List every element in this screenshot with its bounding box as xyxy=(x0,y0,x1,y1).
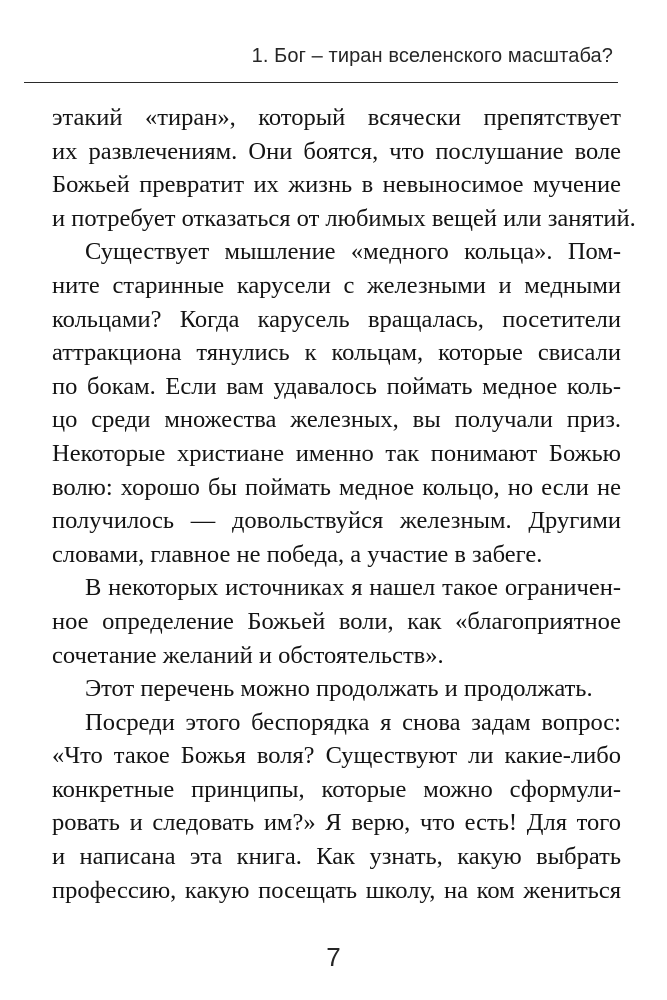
text-line: кольцами? Когда карусель вращалась, посетители xyxy=(52,305,621,333)
body-text xyxy=(52,101,636,907)
text-line: Посреди этого беспорядка я снова задам вопрос: xyxy=(85,708,621,736)
text-line: получилось — довольствуйся железным. Другими xyxy=(52,507,621,535)
text-line: и написана эта книга. Как узнать, какую выбрать xyxy=(52,843,621,871)
page-number: 7 xyxy=(326,942,341,972)
text-line: Этот перечень можно продолжать и продолжать. xyxy=(85,675,593,703)
text-line: этакий «тиран», который всячески препятствует xyxy=(52,104,621,131)
text-line: аттракциона тянулись к кольцам, которые свисали xyxy=(52,339,621,367)
text-line: «Что такое Божья воля? Существуют ли какие-либо xyxy=(52,742,621,770)
text-line: волю: хорошо бы поймать медное кольцо, но если не xyxy=(52,473,621,501)
text-line: по бокам. Если вам удавалось поймать медное коль- xyxy=(52,372,621,400)
text-line: профессию, какую посещать школу, на ком жениться xyxy=(52,876,621,904)
running-head: 1. Бог – тиран вселенского масштаба? xyxy=(251,45,613,67)
text-line: цо среди множества железных, вы получали приз. xyxy=(52,406,621,434)
text-line: ровать и следовать им?» Я верю, что есть! Для того xyxy=(52,809,621,837)
text-line: сочетание желаний и обстоятельств». xyxy=(52,641,444,669)
text-line: В некоторых источниках я нашел такое ограничен- xyxy=(85,574,621,602)
text-line: словами, главное не победа, а участие в забеге. xyxy=(52,540,543,568)
text-line: Божьей превратит их жизнь в невыносимое мучение xyxy=(52,171,621,199)
text-line: Некоторые христиане именно так понимают Божью xyxy=(52,439,621,467)
text-line: и потребует отказаться от любимых вещей или занятий. xyxy=(52,204,636,232)
text-line: их развлечениям. Они боятся, что послушание воле xyxy=(52,137,621,165)
text-line: ните старинные карусели с железными и медными xyxy=(52,271,621,299)
text-line: ное определение Божьей воли, как «благоприятное xyxy=(52,607,621,635)
text-line: конкретные принципы, которые можно сформули- xyxy=(52,775,621,803)
header-rule xyxy=(24,82,618,83)
text-line: Существует мышление «медного кольца». Пом- xyxy=(85,238,621,266)
